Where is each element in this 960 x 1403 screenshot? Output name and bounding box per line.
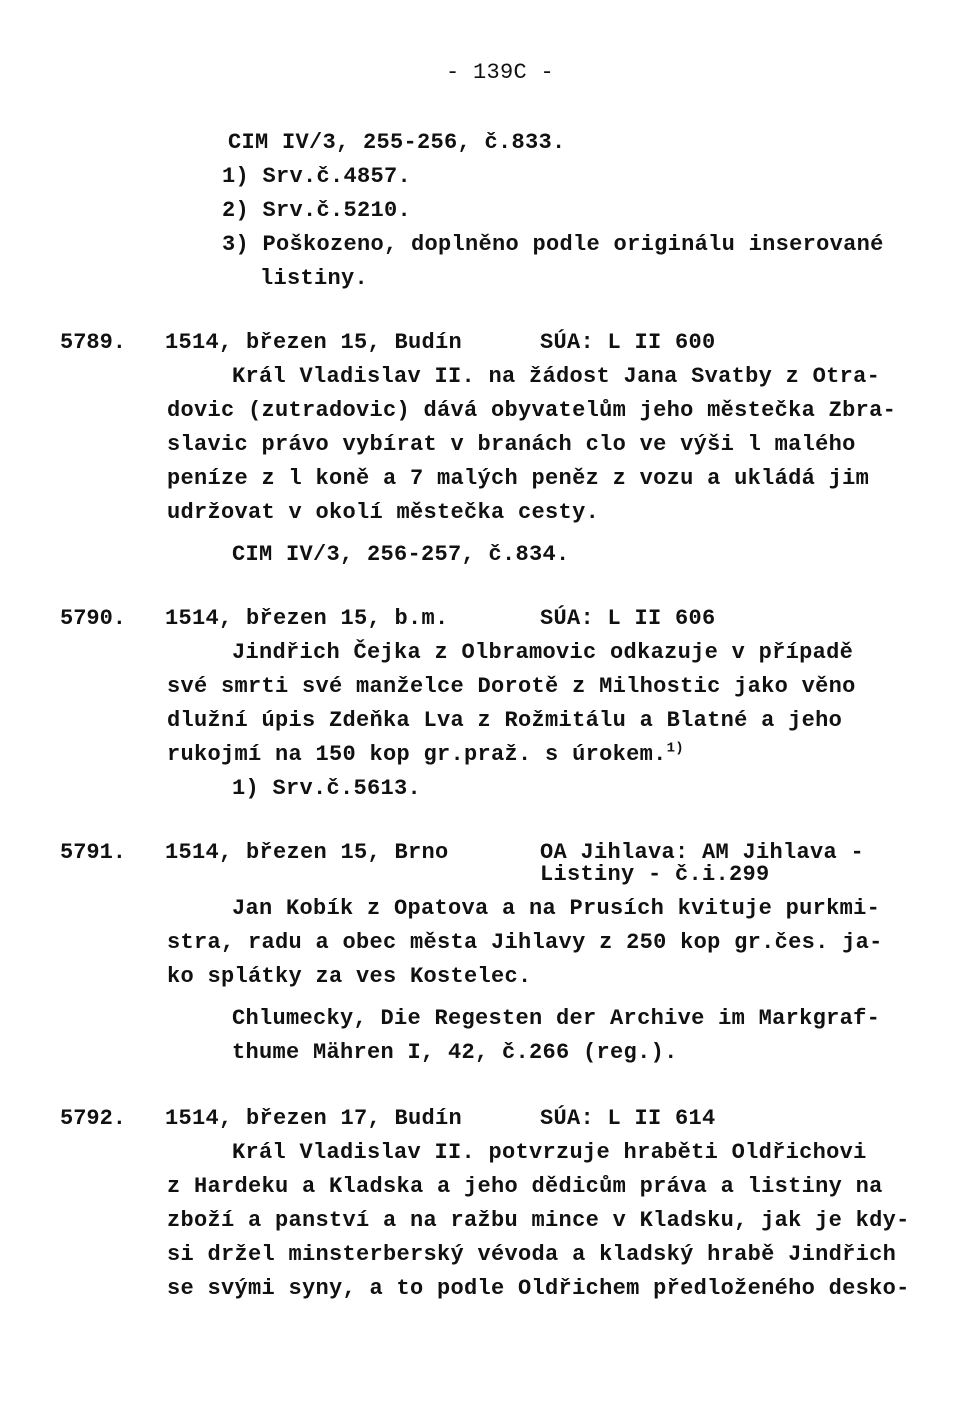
entry-text-line: slavic právo vybírat v branách clo ve výši l malého	[167, 432, 856, 457]
entry-number: 5792.	[60, 1106, 127, 1131]
header-note-3: 3) Poškozeno, doplněno podle originálu inserované	[222, 232, 884, 257]
entry-archive-cont: Listiny - č.i.299	[540, 862, 770, 887]
page-number: - 139C -	[446, 60, 555, 85]
entry-text-line: udržovat v okolí městečka cesty.	[167, 500, 600, 525]
entry-number: 5790.	[60, 606, 127, 631]
header-note-2: 2) Srv.č.5210.	[222, 198, 412, 223]
header-citation: CIM IV/3, 255-256, č.833.	[228, 130, 566, 155]
entry-text-line: z Hardeku a Kladska a jeho dědicům práva a listiny na	[167, 1174, 883, 1199]
entry-archive: SÚA: L II 614	[540, 1106, 716, 1131]
entry-text-line: se svými syny, a to podle Oldřichem předloženého desko-	[167, 1276, 910, 1301]
entry-archive: SÚA: L II 606	[540, 606, 716, 631]
entry-text-line: ko splátky za ves Kostelec.	[167, 964, 532, 989]
entry-text-line: své smrti své manželce Dorotě z Milhostic jako věno	[167, 674, 856, 699]
entry-date-place: 1514, březen 17, Budín	[165, 1106, 463, 1131]
entry-text-span: rukojmí na 150 kop gr.praž. s úrokem.	[167, 742, 667, 767]
entry-date-place: 1514, březen 15, Brno	[165, 840, 449, 865]
entry-text-line: dovic (zutradovic) dává obyvatelům jeho městečka Zbra-	[167, 398, 897, 423]
entry-text-line: zboží a panství a na ražbu mince v Kladsku, jak je kdy-	[167, 1208, 910, 1233]
entry-text-line: Král Vladislav II. na žádost Jana Svatby z Otra-	[232, 364, 881, 389]
entry-text-line: dlužní úpis Zdeňka Lva z Rožmitálu a Blatné a jeho	[167, 708, 843, 733]
entry-archive: OA Jihlava: AM Jihlava -	[540, 840, 865, 865]
entry-text-line	[167, 742, 684, 768]
entry-archive: SÚA: L II 600	[540, 330, 716, 355]
entry-text-line: Jan Kobík z Opatova a na Prusích kvituje purkmi-	[232, 896, 881, 921]
entry-citation: CIM IV/3, 256-257, č.834.	[232, 542, 570, 567]
entry-citation: Chlumecky, Die Regesten der Archive im Markgraf-	[232, 1006, 881, 1031]
entry-citation: thume Mähren I, 42, č.266 (reg.).	[232, 1040, 678, 1065]
entry-text-line: Král Vladislav II. potvrzuje hraběti Oldřichovi	[232, 1140, 867, 1165]
entry-number: 5791.	[60, 840, 127, 865]
entry-date-place: 1514, březen 15, b.m.	[165, 606, 449, 631]
entry-footnote: 1) Srv.č.5613.	[232, 776, 422, 801]
entry-date-place: 1514, březen 15, Budín	[165, 330, 463, 355]
footnote-marker: 1)	[666, 740, 684, 757]
entry-text-line: peníze z l koně a 7 malých peněz z vozu a ukládá jim	[167, 466, 870, 491]
header-note-3-cont: listiny.	[260, 266, 369, 291]
entry-text-line: stra, radu a obec města Jihlavy z 250 kop gr.čes. ja-	[167, 930, 883, 955]
entry-text-line: si držel minsterberský vévoda a kladský hrabě Jindřich	[167, 1242, 897, 1267]
entry-number: 5789.	[60, 330, 127, 355]
header-note-1: 1) Srv.č.4857.	[222, 164, 412, 189]
entry-text-line: Jindřich Čejka z Olbramovic odkazuje v případě	[232, 640, 854, 665]
